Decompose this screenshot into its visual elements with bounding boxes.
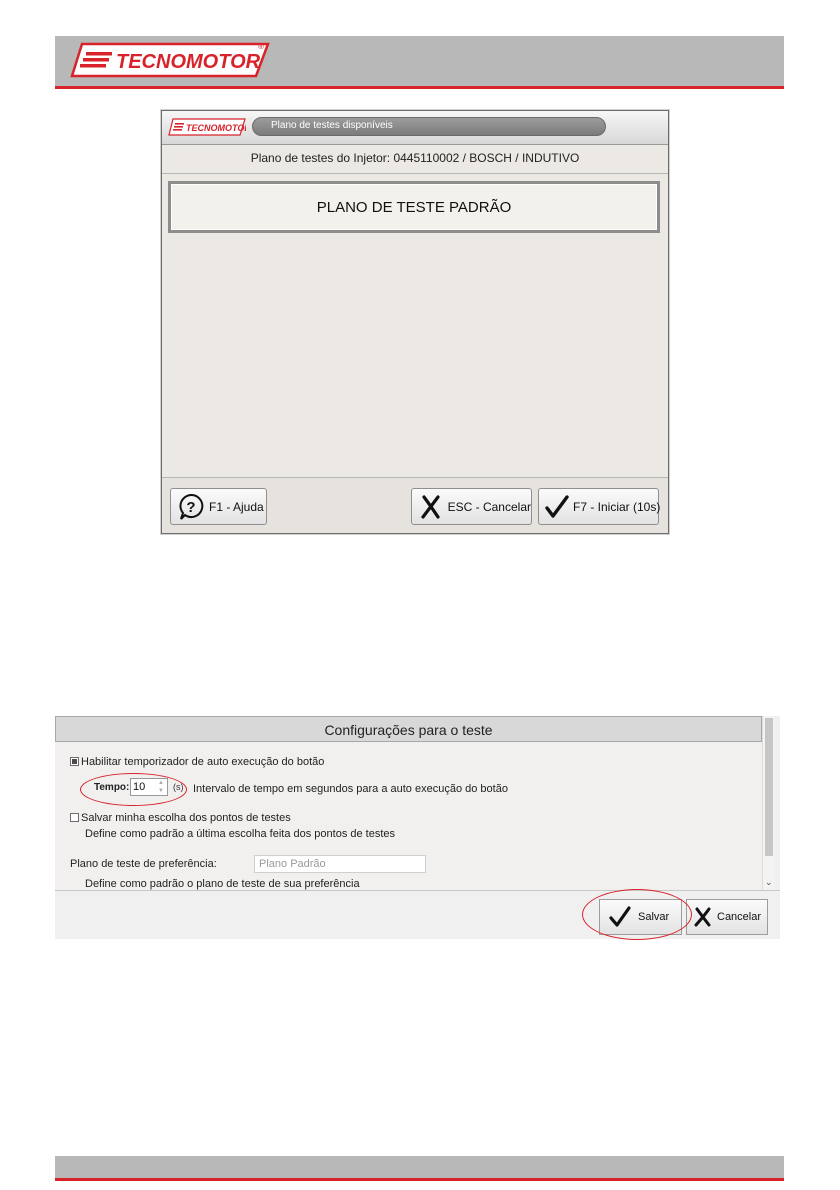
page-footer-rule [55,1178,784,1181]
page-header-rule [55,86,784,89]
esc-cancel-label: ESC - Cancelar [447,499,531,514]
test-plan-window [161,110,669,534]
window-footer [162,477,668,533]
logo-text: TECNOMOTOR [116,51,261,73]
check-icon [608,905,632,929]
window-logo-text: TECNOMOTOR [186,123,246,133]
svg-text:?: ? [186,498,196,516]
help-button-label: F1 - Ajuda [209,499,264,514]
esc-cancel-button[interactable] [411,488,532,525]
plan-list-item-label: PLANO DE TESTE PADRÃO [316,199,512,216]
tempo-label: Tempo: [94,782,130,793]
autoexec-checkbox[interactable] [70,757,79,766]
registered-mark: ® [258,42,264,51]
plan-list-item[interactable] [168,181,660,233]
save-choice-option[interactable] [70,812,291,824]
window-title: Plano de testes disponíveis [271,120,393,131]
dialog-scrollbar[interactable] [762,716,774,890]
tempo-description: Intervalo de tempo em segundos para a auto execução do botão [193,783,508,795]
cancel-button-label: Cancelar [717,911,762,923]
help-button[interactable] [170,488,267,525]
tempo-unit: (s) [173,782,184,792]
preference-label: Plano de teste de preferência: [70,858,217,870]
window-title-pill [252,117,606,136]
tempo-input[interactable]: 10 [130,778,168,796]
save-button[interactable] [599,899,682,935]
preference-description: Define como padrão o plano de teste de sua preferência [85,878,360,890]
start-button[interactable] [538,488,659,525]
injector-subtitle: Plano de testes do Injetor: 0445110002 / BOSCH / INDUTIVO [250,151,580,165]
preference-input[interactable]: Plano Padrão [254,855,426,873]
page-footer-bar [55,1156,784,1178]
save-button-label: Salvar [638,911,670,923]
tempo-spinner[interactable]: ▲ ▼ [158,780,164,794]
config-dialog [55,716,780,939]
cross-icon [417,492,445,522]
save-choice-description: Define como padrão a última escolha feita dos pontos de testes [85,828,396,840]
help-icon [176,492,206,522]
scrollbar-thumb[interactable] [765,718,773,856]
dialog-footer [55,890,780,939]
check-icon [544,492,570,522]
window-titlebar [162,111,668,145]
start-button-label: F7 - Iniciar (10s) [573,499,661,514]
cross-icon [691,905,715,929]
autoexec-option[interactable] [70,756,324,768]
tecnomotor-logo [70,42,270,78]
dialog-titlebar [55,716,762,742]
cancel-button[interactable] [686,899,768,935]
scroll-down-icon[interactable]: ⌄ [765,877,773,887]
dialog-title: Configurações para o teste [324,722,493,738]
window-logo [168,118,246,136]
divider [162,173,668,174]
autoexec-label: Habilitar temporizador de auto execução do botão [81,756,325,768]
save-choice-label: Salvar minha escolha dos pontos de testes [81,812,291,824]
save-choice-checkbox[interactable] [70,813,79,822]
